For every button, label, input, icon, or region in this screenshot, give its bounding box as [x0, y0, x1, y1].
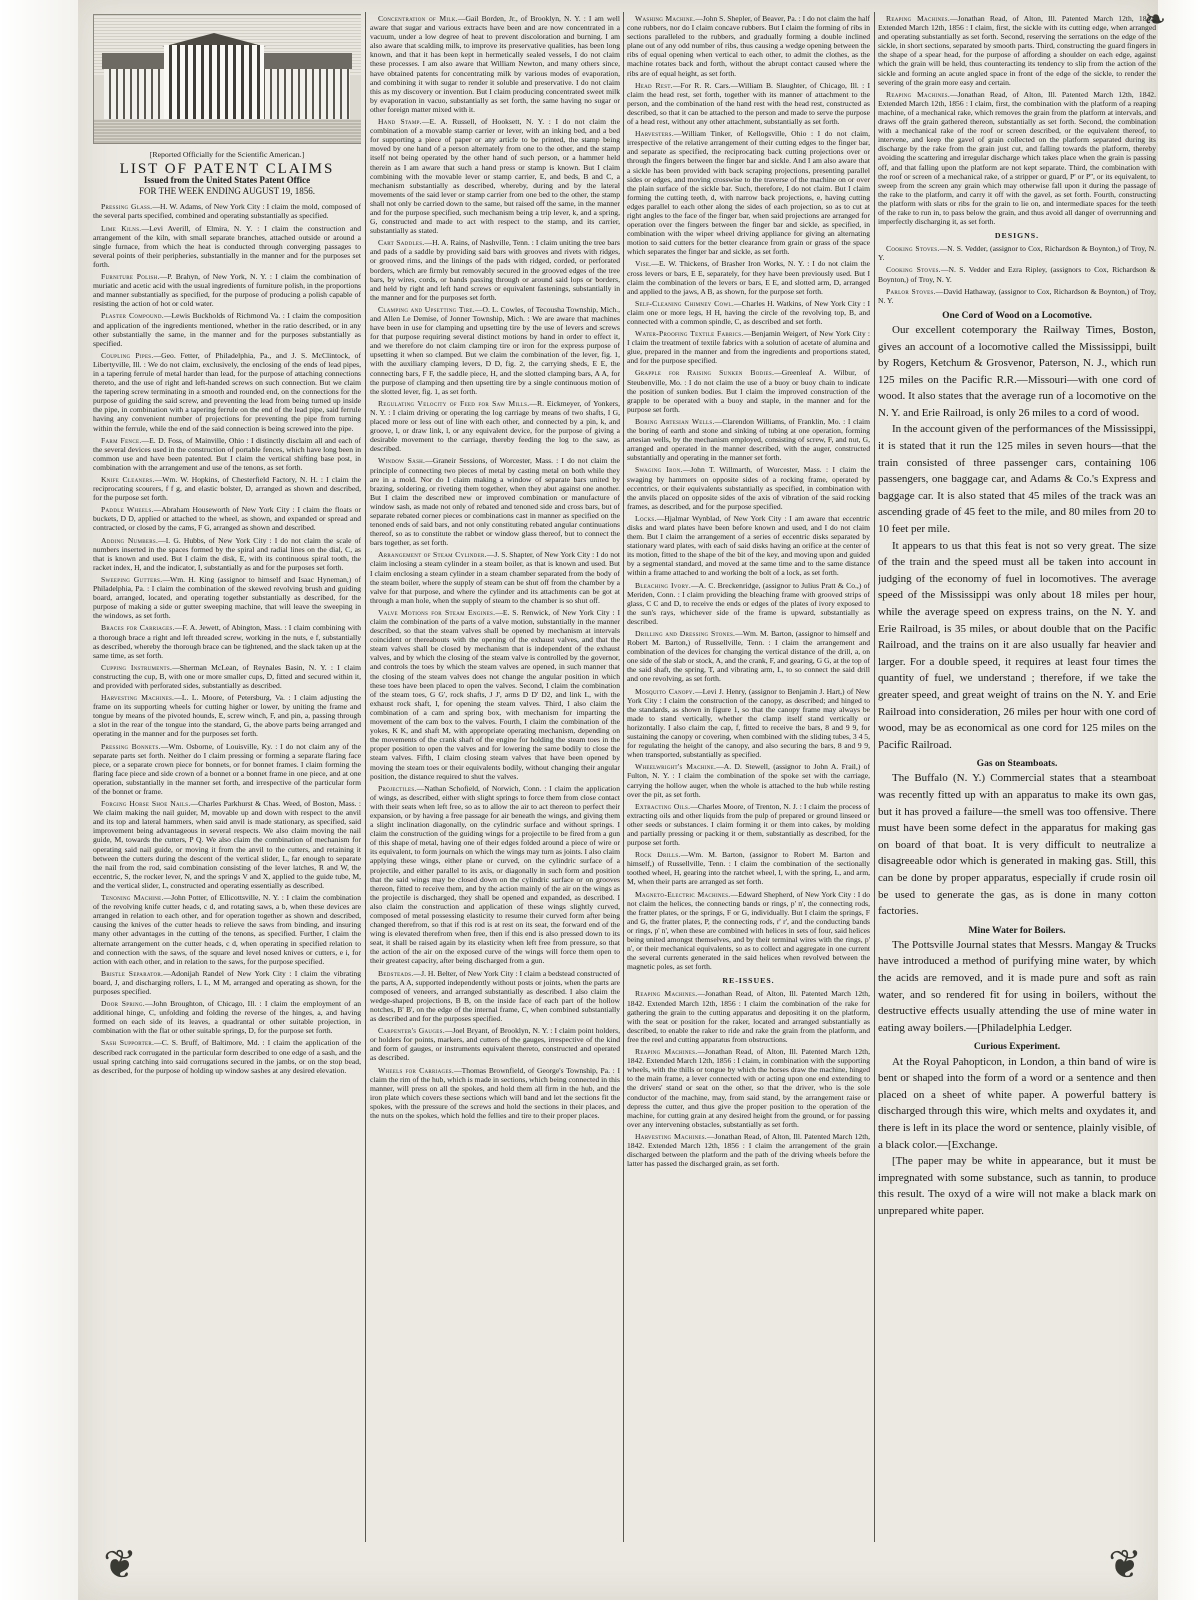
claim-text: —Jonathan Read, of Alton, Ill. Patented March 12th, 1842. Extended March 12th, 1856 : I claim the arrangement of the grain discharged between the platform and the path of the driving wheels before the latter has passed the discharged grain, as set forth. — [627, 1131, 870, 1169]
column-4 — [878, 14, 1156, 1549]
patent-claim — [93, 311, 361, 347]
corner-ornament-bottom-left: ❦ — [103, 1542, 137, 1587]
claim-heading: Grapple for Raising Sunken Bodies. — [635, 368, 775, 378]
claim-text: —E. S. Renwick, of New York City : I claim the combination of the parts of a valve motion, substantially in the manner described, so that the steam valves shall be opened by mechanism at intervals coincident or thereabouts with the opening of the exhaust valves, and that the steam valves shall be closed by mechanism that is independent of the exhaust valves, and by which the closing of the steam valve is controlled by the governor, and controls the toes by which the steam valves are opened, in such manner that the closing of the steam valves does not change the angular position in which these toes have been placed to open the valves. Second, I claim the combination of the steam toes, G G', rock shafts, J J', arms D D' D2, and link L, with the exhaust rock shaft, I, for opening the steam valves. Third, I also claim the combination of a cam and spring box, with mechanism for imparting the movement of the cam box to the valves. Fourth, I claim the combination of the yokes, K K, and shaft M, with appropriate operating mechanism, depending on the movements of the crank shaft of the engine for holding the steam toes in the proper position to open the valves and for lowering the same bodily to close the steam valves. Fifth, I claim closing steam valves that have been opened by moving the steam toes or their equivalents bodily, without changing their angular position, the distance required to shut the valves. — [370, 607, 620, 781]
design-entry — [878, 244, 1156, 262]
patent-claim — [93, 742, 361, 797]
claim-heading: Projectiles. — [378, 783, 417, 793]
claim-heading: Washing Machine. — [635, 14, 696, 23]
claim-heading: Knife Cleaners. — [101, 475, 155, 484]
news-paragraph: Our excellent cotemporary the Railway Times, Boston, gives an account of a locomotive called the Mississippi, built by Rogers, Ketchum & Grosvenor, Paterson, N. J., which run 125 miles on the Pacific R.R.—Missouri—with one cord of wood. It also states that the average run of a locomotive on the N. Y. and Erie Railroad, is only 26 miles to a cord of wood. — [878, 323, 1156, 419]
patent-claim — [370, 238, 620, 302]
claim-heading: Plaster Compound. — [101, 311, 164, 321]
claim-text: —E. W. Thickens, of Brasher Iron Works, N. Y. : I do not claim the cross levers or bars, E E, separately, for they have been previously used. But I claim the combination of the levers or bars, E E, and slotted arm, D, arranged and applied to the jaws, A B, as shown, for the purpose set forth. — [627, 259, 870, 296]
claim-text: —Nathan Schofield, of Norwich, Conn. : I claim the application of wings, as described, either with slight springs to force them from close contact with their seats when left free, so as to allow the air to act thereon to perfect their expansion, or by having a free passage for air beneath the wings, and giving them a slight inclination diagonally, on the cylindric surface and without springs. I claim the construction of the guiding wings for a projectile to be fired from a gun of this shape of metal, having one of their edges folded around a piece of wire or its equivalent, to form journals on which the wings may turn as joints. I also claim applying these wings, either plane or curved, on the cylindric surface of a projectile, and either parallel to its axis, or diagonally in such form and position that the said wings may be closed down on the cylindric surface or on grooves thereon, fitted to receive them, and by the action mainly of the air on the wings as the projectile is discharged, they shall be opened and expanded, as described. I also claim the construction and application of these wings slightly curved, composed of metal possessing elasticity to resume their curved form after being changed therefrom, so that if this rod is at rest on its seat, the forward end of the wing is elevated therefrom when free, then if this end is also pressed down to its seat, it shall be raised again by its elasticity when left free from pressure, so that the action of the air on the exposed curve of the wings will force them open to their greatest capacity, after being discharged from a gun. — [370, 783, 620, 966]
patent-claim — [878, 14, 1156, 87]
reissues-heading: RE-ISSUES. — [722, 976, 775, 986]
column-rule — [623, 12, 624, 1542]
claim-text: —N. S. Vedder, (assignor to Cox, Richardson & Boynton,) of Troy, N. Y. — [878, 244, 1156, 263]
patent-claim — [627, 329, 870, 365]
claim-heading: Harvesters. — [635, 129, 674, 139]
patent-claim — [627, 465, 870, 510]
claim-heading: Self-Cleaning Chimney Cowl. — [635, 298, 735, 308]
patent-claim — [627, 687, 870, 760]
patent-claim — [627, 890, 870, 972]
news-paragraph: In the account given of the performances of the Mississippi, it is stated that it run the 125 miles in seven hours—that the train consisted of three passenger cars, containing 106 passengers, one baggage car, and Adams & Co.'s Express and baggage car. It is also stated that 45 miles of the track was an ascending grade of 45 feet to the mile, and 80 miles from 20 to 10 feet per mile. — [878, 423, 1156, 536]
claim-heading: Bleaching Ivory. — [635, 580, 692, 590]
claim-text: —H. A. Rains, of Nashville, Tenn. : I claim uniting the tree bars and pads of a saddle by providing said bars with grooves and rivets with ridges, or grooved rims, and the linings of the pads with ridged, corded, or perforated borders, which are firmly but removably secured in the grooved edges of the tree bars, by wires, cords, or bands passing through or around said lops or borders, and held by right and left hand screws or equivalent fastenings, substantially in the manner and for the purposes set forth. — [370, 238, 620, 302]
claim-text: —John T. Willmarth, of Worcester, Mass. : I claim the swaging by hammers on opposite sides of a rocking frame, operated by eccentrics, or their equivalents substantially as specified, in combination with the anvils placed on opposite sides of the axis of vibration of the said rocking frames, as described, and for the purpose specified. — [627, 465, 870, 511]
claim-heading: Concentration of Milk. — [378, 14, 458, 23]
news-headline: One Cord of Wood on a Locomotive. — [942, 309, 1092, 321]
news-headline: Gas on Steamboats. — [976, 758, 1058, 770]
patent-claim — [370, 969, 620, 1024]
right-margin — [1158, 0, 1200, 1600]
claim-text: —C. S. Bruff, of Baltimore, Md. : I claim the application of the described rack corrugated in the particular form described to one edge of a sash, and the usual spring catching into said corrugations secured in the jambs, or on the stop bead, as described, for the purpose of holding up window sashes at any desired elevation. — [93, 1038, 361, 1075]
patent-claim — [93, 436, 361, 472]
patent-claim — [370, 117, 620, 235]
claim-text: —Joel Bryant, of Brooklyn, N. Y. : I claim point holders, or holders for points, markers, and cutters of the gauges, irrespective of the kind and form of gauges, or instruments equivalent thereto, constructed and operated as described. — [370, 1026, 620, 1063]
claim-heading: Bedsteads. — [378, 968, 414, 978]
issued-line: Issued from the United States Patent Office — [143, 175, 311, 186]
claim-heading: Carpenter's Gauges. — [378, 1026, 445, 1036]
claim-text: —Wm. M. Barton, (assignor to himself and Robert M. Barton,) of Russellville, Tenn. : I claim the arrangement and combination of the devices for changing the vertical distance of the drill, a, on one side of the slab or stock, A, and the crank, F, and gearing, G G, at the top of the said shaft, the spring, T, and vibrating arm, L, to so connect the said drill and one revolving, as set forth. — [627, 629, 870, 684]
claim-heading: Reaping Machines. — [886, 89, 951, 99]
claim-text: —William Tinker, of Kellogsville, Ohio : I do not claim, irrespective of the relative arrangement of their cutting edges to the finger bar, and separate as specified, the reciprocating back cutting projections over or through the fingers between the finger bar and sickle. And I am also aware that a sickle has been provided with back scraping projections, presenting parallel sides or edges, and moving crosswise to the traverse of the machine on or over the plain surface of the sickle bar. Such, therefore, I do not claim. But I claim forming the cutting teeth, d, with narrow back projections, e, having cutting edges parallel to each other along the sides of each projection, so as to cut at right angles to the face of the finger bar, when said projections are arranged for operation over the fingers between the finger bar and sickle, as specified, in combination with the wiper wheel driving appliance for giving an alternating motion to said cutters for the better clearance from grain or grass of the space which separates the finger bar and sickle, as set forth. — [627, 129, 870, 257]
claim-heading: Farm Fence. — [101, 435, 142, 445]
patent-claim — [627, 259, 870, 295]
claim-heading: Valve Motions for Steam Engines. — [378, 607, 496, 617]
column-1 — [93, 14, 361, 1549]
claim-text: —Jonathan Read, of Alton, Ill. Patented March 12th, 1842. Extended March 12th, 1856 : I claim, first, the sickle with its cutting edge, when arranged and operating substantially as set forth. Second, reserving the serrations on the edge of the sickle, in short sections, separated by smooth parts. Third, constructing the guard fingers in the shape of a spear head, for the purpose of affording a shoulder on each edge, against which the grain will be held, thus counteracting its tendency to slip from the action of the sickle and forming an acute angled space in front of the edge of the sickle, to render the severing of the grain more easy and certain. — [878, 14, 1156, 87]
reissue-claim — [627, 989, 870, 1044]
claim-heading: Cooking Stoves. — [886, 244, 940, 254]
patent-claim — [627, 850, 870, 886]
claim-heading: Harvesting Machines. — [635, 1131, 707, 1141]
patent-claim — [370, 14, 620, 114]
column-3 — [627, 14, 870, 1549]
claim-text: —I. G. Hubbs, of New York City : I do not claim the scale of numbers inserted in the spaces formed by the spiral and radial lines on the dial, C, as that is known and used. But I claim the disk, E, with its continuous spiral tooth, the racket index, H, and the indicator, I, substantially as and for the purposes set forth. — [93, 535, 361, 572]
claim-text: —Abraham Houseworth of New York City : I claim the floats or buckets, D D, applied or attached to the wheel, as shown, and expanded or spread and contracted, or closed by the cams, F G, arranged as shown and described. — [93, 505, 361, 533]
patent-claim — [370, 456, 620, 547]
claim-heading: Extracting Oils. — [635, 801, 691, 811]
week-ending-line: FOR THE WEEK ENDING AUGUST 19, 1856. — [138, 186, 315, 197]
patent-claim — [370, 550, 620, 605]
claim-text: —Charles H. Watkins, of New York City : I claim one or more legs, H H, having the circle of the revolving top, B, and connected with a common spindle, C, as described and set forth. — [627, 298, 870, 326]
claim-heading: Reaping Machines. — [886, 14, 951, 23]
patent-claim — [627, 514, 870, 578]
claim-text: —Sherman McLean, of Reynales Basin, N. Y. : I claim constructing the cup, B, with one or more smaller cups, D, fitted and secured within it, and provided with perforated sides, substantially as described. — [93, 662, 361, 690]
claim-heading: Parlor Stoves. — [886, 286, 936, 296]
claim-heading: Cart Saddles. — [378, 238, 425, 248]
claim-text: —J. S. Shapter, of New York City : I do not claim inclosing a steam cylinder in a steam boiler, as that is known and used. But I claim enclosing a steam cylinder in a steam chamber separated from the body of the steam boiler, where the supply of steam can be shut off from the chamber by a valve for that purpose, and where the cylinder and its attachments can be got at through a man hole, when the supply of steam to the chamber is so shut off. — [370, 550, 620, 605]
claim-text: —Clarendon Williams, of Franklin, Mo. : I claim the boring of earth and stone and sinking of tubing at one operation, forming artesian wells, by the mechanism employed, consisting of screw, F, and nut, G, arranged and operated in the manner described, with the auger, constructed substantially and operating in the manner set forth. — [627, 416, 870, 463]
claim-text: —Graneir Sessions, of Worcester, Mass. : I do not claim the principle of connecting two pieces of metal by casting metal on both while they are in a mold. Nor do I claim making a window of separate bars united by brazing, soldering, or riveting them together, when they abut against one another. But I claim the described new or improved combination or manufacture of window sash, as made not only of rebated and tenoned side and cross bars, but of separate rebated corner pieces or combinations cast in manner as specified on the tenoned ends of said bars, and not only constituting rebated angular continuations thereof, so as to constitute the rabbet or window glass thereof, but to connect the bars together, as set forth. — [370, 456, 620, 548]
patent-claim — [370, 1066, 620, 1121]
claim-heading: Paddle Wheels. — [101, 505, 154, 515]
claim-text: —N. S. Vedder and Ezra Ripley, (assignors to Cox, Richardson & Boynton,) of Troy, N. Y. — [878, 265, 1156, 284]
claim-heading: Cooking Stoves. — [886, 265, 941, 275]
column-rule — [874, 12, 875, 1542]
patent-claim — [93, 623, 361, 659]
patent-claim — [93, 1038, 361, 1074]
patent-claim — [627, 129, 870, 256]
claim-heading: Regulating Velocity of Feed for Saw Mills. — [378, 398, 530, 408]
claim-heading: Lime Kilns. — [101, 223, 142, 233]
patent-claim — [627, 81, 870, 126]
patent-claim — [627, 299, 870, 326]
claim-heading: Sash Supporter. — [101, 1038, 155, 1048]
claim-text: —Charles Parkhurst & Chas. Weed, of Boston, Mass. : We claim making the nail guider, M, movable up and down with respect to the anvil and its top and lateral hammers, when said anvil is made stationary, as specified, said improvement being advantageous in several respects. We also claim moving the nail guide, M, towards the cutters, P Q. We also claim the combination of mechanism for operating said nail guide, or moving it from the anvil to the cutters, and retaining it between the cutters during the descent of the vertical slider, L, far enough to separate the nail from the rod, said combination consisting of the lever latches, R and W, the eccentric, S, the rocker lever, N, and the springs V and X, applied to the guide tube, M, and the vertical slider, L, constructed and operating essentially as described. — [93, 799, 361, 890]
claim-text: —Jonathan Read, of Alton, Ill. Patented March 12th, 1842. Extended March 12th, 1856 : I claim, first, the combination with the platform of a reaping machine, of a mechanical rake, which removes the grain from the platform at intervals, and draws off the grain gathered thereon, substantially as set forth. Second, the combination with a mechanical rake of the roof or screen described, or the equivalent thereof, to intervene, and keep the gavel of grain collected on the platform separated during its discharge by the rake from the grain just cut, and falling towards the platform, thereby avoiding the scattering and irregular discharge which takes place when the grain is passing off, and that falling upon the platform are not kept separate. Third, the combination with the roof or screen of a mechanical rake, of a stripper or guard, P' or P'', or its equivalent, to sweep from the screen any grain which may otherwise fall upon it during the passage of the rake to the platform, and carry it off with the gavel, as set forth. Fourth, constructing the platform with slats or ribs for the grain to lie on, and intermediate spaces for the teeth of the rake to run in, to pass below the grain, and thus avoid all danger of overrunning and imperfectly discharging it, as set forth. — [878, 89, 1156, 227]
patent-claim — [93, 505, 361, 532]
claim-heading: Cupping Instruments. — [101, 662, 173, 672]
claim-text: —Wm. W. Hopkins, of Chesterfield Factory, N. H. : I claim the reciprocating scourers, f f g, and elastic bolster, D, arranged as shown and described, for the purpose set forth. — [93, 475, 361, 503]
patent-claim — [93, 272, 361, 308]
patent-claim — [627, 802, 870, 847]
claim-text: —Charles Moore, of Trenton, N. J. : I claim the process of extracting oils and other liquids from the pulp of prepared or ground linseed or other seeds or substances. I claim forming it or them into cakes, by molding and partially pressing or packing it or them, substantially as described, for the purpose set forth. — [627, 801, 870, 848]
news-headline: Curious Experiment. — [973, 1041, 1061, 1053]
claim-heading: Forging Horse Shoe Nails. — [101, 799, 191, 809]
design-entry — [878, 265, 1156, 283]
patent-claim — [93, 799, 361, 890]
claim-heading: Water-Proofing Textile Fabrics. — [635, 329, 744, 339]
claim-heading: Braces for Carriages. — [101, 623, 175, 633]
patent-claim — [93, 224, 361, 269]
claim-text: —H. W. Adams, of New York City : I claim the mold, composed of the several parts specified, combined and operating substantially as specified. — [93, 202, 361, 221]
claim-heading: Pressing Glass. — [101, 202, 153, 212]
claim-heading: Magneto-Electric Machines. — [635, 889, 731, 899]
claim-text: —A. D. Stewell, (assignor to John A. Frail,) of Fulton, N. Y. : I claim the combination of the spoke set with the carriage, carrying the hollow auger, when the whole is attached to the hub while resting over the pit, as set forth. — [627, 762, 870, 799]
claim-text: —A. C. Breckenridge, (assignor to Julius Pratt & Co.,) of Meriden, Conn. : I claim providing the bleaching frame with grooved strips of glass, C C and D, to receive the ends or edges of the plates of ivory exposed to the sun's rays, whichever side of the frame is upward, substantially as described. — [627, 580, 870, 626]
claim-text: —For R. R. Cars.—William B. Slaughter, of Chicago, Ill. : I claim the head rest, set forth, together with its manner of attachment to the person, and the combination of the hand rest with the head rest, constructed as described, so that it can be attached to the person and made to serve the purpose of a head rest, without any other attachment, substantially as set forth. — [627, 80, 870, 127]
patent-claim — [93, 536, 361, 572]
column-2 — [370, 14, 620, 1549]
claim-heading: Locks. — [635, 513, 657, 523]
claim-heading: Pressing Bonnets. — [101, 741, 161, 751]
claim-text: —John Broughton, of Chicago, Ill. : I claim the employment of an additional hinge, C, unfolding and folding the reverse of the hinges, a, and having formed on each side of its leaves, a quadrantal or other suitable projection, in combination with the flat or other suitable springs, D, for the purpose set forth. — [93, 999, 361, 1036]
patent-claim — [627, 368, 870, 413]
claim-text: —F. A. Jewett, of Abington, Mass. : I claim combining with a thorough brace a right and left threaded screw, working in the nuts, e f, substantially as described, whereby the thorough brace can be tightened, and the slack taken up at the same time, as set forth. — [93, 623, 361, 660]
page-title: LIST OF PATENT CLAIMS — [119, 161, 335, 178]
claim-heading: Sweeping Gutters. — [101, 574, 163, 584]
designs-heading: DESIGNS. — [994, 231, 1040, 241]
claim-heading: Swaging Iron. — [635, 465, 683, 475]
claim-text: —Jonathan Read, of Alton, Ill. Patented March 12th, 1842. Extended March 12th, 1856 : I claim the combination of the rake for gathering the grain to the cutting apparatus and depositing it on the platform, with the seat or position for the raker, located and arranged substantially as described, to enable the raker to ride and rake the grain from the platform, and free the reel and cutting apparatus from obstructions. — [627, 989, 870, 1044]
news-headline: Mine Water for Boilers. — [968, 924, 1066, 936]
patent-claim — [627, 581, 870, 626]
reissue-claim — [627, 1047, 870, 1129]
claim-text: —J. H. Belter, of New York City : I claim a bedstead constructed of the parts, A A, supported independently without posts or joints, when the parts are composed of veneers, and arranged substantially as described. I also claim the wedge-shaped projections, B B, on the inside face of each part of the hollow notches, B' B', on the edge of the internal frame, C, when combined substantially as described and for the purposes specified. — [370, 968, 620, 1024]
patent-claim — [627, 14, 870, 78]
patent-claim — [93, 969, 361, 996]
claim-text: —Levi Averill, of Elmira, N. Y. : I claim the construction and arrangement of the kiln, with small separate branches, attached outside or around a single furnace, from which the heat is conducted through converging passages to several points of their peripheries, substantially in the manner and for the purposes set forth. — [93, 223, 361, 269]
claim-heading: Head Rest. — [635, 80, 673, 90]
claim-heading: Boring Artesian Wells. — [635, 416, 715, 426]
patent-claim — [370, 399, 620, 454]
claim-heading: Adding Numbers. — [101, 535, 159, 545]
claim-text: —Gail Borden, Jr., of Brooklyn, N. Y. : I am well aware that sugar and various extracts have been and are now concentrated in a vacuum, under a low degree of heat to prevent discoloration and burning. I am also aware that scalding milk, to improve its preservative qualities, has been long known, and that it has been kept in hermetically sealed vessels, I do not claim these processes. I am also aware that William Newton, and many others since, have obtained patents for concentrating milk by various modes of evaporation, and combining it with sugar to render it soluble and preservative. I do not claim this as my discovery or invention. But I claim producing concentrated sweet milk by evaporation in vacuo, substantially as set forth, the same having no sugar or other foreign matter mixed with it. — [370, 14, 620, 114]
claim-heading: Wheelwright's Machine. — [635, 762, 717, 772]
news-paragraph: It appears to us that this feat is not so very great. The size of the train and the speed must all be taken into account in judging of the economy of fuel in locomotives. The average speed of the Mississippi was only about 18 miles per hour, while the average speed on express trains, on the N. Y. and Erie Railroad, is 35 miles, or about double that on the Pacific Railroad, and the trains on it are also usually far heavier and larger. For a double speed, it requires at least four times the quantity of fuel, we understand ; therefore, if we take the greater speed, and great weight of trains on the N. Y. and Erie Railroad into consideration, 26 miles per hour with one cord of wood, may be as economical as one cord for 125 miles on the Pacific Railroad. — [878, 539, 1156, 751]
claim-text: —L. L. Moore, of Petersburg, Va. : I claim adjusting the frame on its supporting wheels for cutting higher or lower, by uniting the frame and tongue by means of the pivoted hounds, E, screw winch, F, and pin, a, passing through a slot in the rear of the tongue into the standard, G, the above parts being arranged and operating in the manner and for the purposes set forth. — [93, 693, 361, 739]
claim-text: —John S. Shepler, of Beaver, Pa. : I do not claim the half cone rubbers, nor do I claim concave rubbers. But I claim the forming of ribs in sections paralleled to the rubbers, and gradually forming a double inclined plane out of any odd number of ribs, thus causing a wedge opening between the ribs of equal opening when vertical to each other, to admit the clothes, as the machine rotates back and forth, without the abrupt contact caused where the ribs are of equal height, as set forth. — [627, 14, 870, 78]
patent-claim — [93, 663, 361, 690]
patent-claim — [93, 351, 361, 433]
patent-claim — [627, 629, 870, 684]
corner-ornament-bottom-right: ❦ — [1108, 1542, 1142, 1587]
claim-heading: Coupling Pipes. — [101, 350, 154, 360]
claim-text: —Greenleaf A. Wilbur, of Steubenville, Mo. : I do not claim the use of a buoy or buoy chain to indicate the position of sunken bodies. But I claim the improved construction of the grapple to be operated with a buoy and staple, in the manner and for the purpose set forth. — [627, 368, 870, 414]
patent-claim — [93, 475, 361, 502]
claim-heading: Mosquito Canopy. — [635, 686, 695, 696]
claim-text: —Levi J. Henry, (assignor to Benjamin J. Hart,) of New York City : I claim the construction of the canopy, as described; and hinged to the standards, as shown in figure 1, so that the canopy frame may always be made to stand vertically, whether the clamp itself stand vertically or horizontally. I also claim the cap, f, fitted to receive the bars, 8 and 9 9, for sustaining the canopy or covering, when combined with the sliding tubes, 3 4 5, for regulating the height of the canopy, and also securing the bars, 8 and 9 9, when transported, substantially as specified. — [627, 686, 870, 760]
claim-text: —Wm. H. King (assignor to himself and Isaac Hyneman,) of Philadelphia, Pa. : I claim the combination of the skewed revolving brush and guiding board, arranged, located, and operating together substantially as described, for the purpose of making a side or gutter sweeping machine, that will leave the sweeping in the windows, as set forth. — [93, 574, 361, 621]
claim-text: —E. D. Foss, of Mainville, Ohio : I distinctly disclaim all and each of the several devices used in the construction of portable fences, which have long been in common use and have been patented. But I claim the vertical shifting base post, in combination with the arrangement and use of the tenons, as set forth. — [93, 435, 361, 472]
claim-text: —David Hathaway, (assignor to Cox, Richardson & Boynton,) of Troy, N. Y. — [878, 286, 1156, 305]
claim-text: —Lewis Buckholds of Richmond Va. : I claim the composition and application of the ingredients mentioned, whether in the ratio described, or in any other substantially the same, in the manner and for the purposes substantially as specified. — [93, 311, 361, 348]
claim-text: —P. Brahyn, of New York, N. Y. : I claim the combination of muriatic and acetic acid with the usual ingredients of furniture polish, in the proportions and manner substantially as specified, for the purpose of producing a polish capable of resisting the action of hot or cold water. — [93, 272, 361, 309]
column-rule — [365, 12, 366, 1542]
reissue-claim — [627, 1132, 870, 1168]
patent-claim — [878, 90, 1156, 226]
patent-claim — [370, 1026, 620, 1062]
patent-claim — [93, 999, 361, 1035]
claim-text: —Geo. Fetter, of Philadelphia, Pa., and J. S. McClintock, of Libertyville, Ill. : We do not claim, exclusively, the enclosing of the ends of lead pipes, in a tapering ferrule of metal harder than lead, for the purpose of attaching connections thereto, and the use of right and left-handed screws on such connection. But we claim the tapering screw terminating in a smooth and rounded end, on the connections for the purpose of guiding the said screw, and preventing the lead from being turned up inside the pipe, in combination with a tapering ferrule on the end of the lead pipe, said ferrule having any convenient number of projections for preventing the pipe from turning within the ferrule, while the end of the said connection is being screwed into the pipe. — [93, 350, 361, 433]
patent-claim — [627, 417, 870, 462]
left-margin — [0, 0, 78, 1600]
claim-text: —Wm. M. Barton, (assignor to Robert M. Barton and himself,) of Russellville, Tenn. : I claim the combination of the sectionally toothed wheel, H, gearing into the ratchet wheel, I, with the spring, L, and arm, M, when their parts are arranged as set forth. — [627, 850, 870, 887]
claim-heading: Door Spring. — [101, 999, 145, 1009]
claim-text: —R. Eickmeyer, of Yonkers, N. Y. : I claim driving or operating the log carriage by means of two shafts, I G, placed more or less out of line with each other, and connected by a pin, k, and groove, l, or draw link, l, or any equivalent device, for the purpose of giving a desirable movement to the carriage, thereby feeding the log to the saw, as described. — [370, 398, 620, 454]
claim-text: —Jonathan Read, of Alton, Ill. Patented March 12th, 1842. Extended March 12th, 1856 : I claim, in combination with the supporting wheels, with the thills or tongue by which the horses draw the machine, hinged to the main frame, a lever connected with or acting upon one end extending to the drivers' stand or seat on the other, so that the driver, who is the sole conductor of the machine, may, from said stand, by the arrangement raise or depress the cutter, and thus give the proper position to the operation of the machine, for cutting grain at any desired height from the ground, or for passing over any intervening obstacles, substantially as set forth. — [627, 1047, 870, 1129]
corner-ornament-top-right: ❧ — [1144, 5, 1166, 34]
claim-text: —Wm. Osborne, of Louisville, Ky. : I do not claim any of the separate parts set forth. Neither do I claim pressing or forming a separate flaring face piece, or a separate crown piece for bonnets, or for bonnet frames. I claim forming the flaring face piece and side crown of a bonnet or a bonnet frame in one piece, and at one operation, substantially in the manner set forth, and irrespective of the particular form of the bonnet or frame. — [93, 741, 361, 796]
claim-heading: Rock Drills. — [635, 850, 681, 860]
patent-claim — [627, 762, 870, 798]
news-paragraph: The Pottsville Journal states that Messrs. Mangay & Trucks have introduced a method of purifying mine water, by which the acids are removed, and it is made pure and soft as rain water, and so rendered fit for using in boilers, without the destructive effects usually attending the use of mine water in eating away boilers.—[Philadelphia Ledger. — [878, 938, 1156, 1034]
claim-heading: Reaping Machines. — [635, 1047, 698, 1057]
claim-text: —John Potter, of Ellicottsville, N. Y. : I claim the combination of the revolving knife cutter heads, c d, and rotating saws, a b, when these devices are arranged in relation to each other, and for operation together as shown and described, causing the knives of the cutter heads to relieve the saws from binding, and insuring many other advantages in the cutting of the tenons, as specified. Further, I claim the alternate arrangement on the cutter heads, c d, when operating in specified relation to and connection with the saws, of the square and level nosed knives or cutters, e i, for action with each other, and in relation to the saws, for the purpose specified. — [93, 893, 361, 966]
patent-claim — [93, 693, 361, 738]
claim-text: —Adonijah Randel of New York City : I claim the vibrating board, J, and discharging rollers, L L, M M, arranged and operating as shown, for the purposes specified. — [93, 968, 361, 996]
patent-claim — [370, 608, 620, 781]
news-paragraph: [The paper may be white in appearance, but it must be impregnated with some substance, such as tannin, to produce this result. The oxyd of a wire will not make a black mark on unprepared white paper. — [878, 1155, 1156, 1217]
claim-text: —E. A. Russell, of Hooksett, N. Y. : I do not claim the combination of a movable stamp carrier or lever, with an inking bed, and a bed for supporting a piece of paper or any article to be printed, the stamp being moved by one hand of a person alternately from one to the other, and the stamp itself not being operated by the other hand of such person, or a hammer held therein as I am aware that such a hand press or stamp is known. But I claim combining with the movable lever or stamp carrier, E, and beds, B and C, a mechanism substantially as described, whereby, during and by the lateral movements of the said lever or stamp carrier from one bed to the other, the stamp shall not only be carried down to the same, but raised off the same, in the manner and for the purpose specified, such mechanism being a trip lever, k, and a spring, G, constructed and made to act with respect to the stamp, and its carrier, substantially as stated. — [370, 117, 620, 236]
design-entry — [878, 287, 1156, 305]
claim-text: —Edward Shepherd, of New York City : I do not claim the helices, the connecting bands or rings, p' n', the connecting rods, the fratter plates, or the springs, F or G, individually. But I claim the springs, F and G, the fratter plates, P, the connecting rods, r' r', and the conducting bands or rings, p' n', when these are combined with helices in sets of four, said helices being united amongst themselves, and by their terminal wires with the rings, p' n', or their mechanical equivalents, so as to collect and aggregate in one current the several currents generated in the said helices when revolved between the magnetic poles, as set forth. — [627, 889, 870, 972]
patent-office-engraving — [93, 14, 361, 144]
claim-text: —O. L. Cowles, of Tecousha Township, Mich., and Allen Le Demise, of Jonner Township, Mich. : We are aware that machines have been in use for clamping and upsetting tire by the use of levers and screws for that purpose requiring several distinct motions by hand in order to effect it, and we therefore do not claim clamping tire or iron for the express purpose of upsetting it when so clamped. But we claim the combination of the lever, fig. 1, with the auxiliary clamping levers, D D, fig. 2, the carrying sheds, E E, the connecting bars, F F, the saddle piece, H, and the slotted clamping bars, A A, for the purpose of clamping and then upsetting tire by a single continuous motion of the slotted lever, fig. 1, as set forth. — [370, 304, 620, 396]
claim-heading: Arrangement of Steam Cylinder. — [378, 550, 487, 560]
claim-heading: Wheels for Carriages. — [378, 1065, 455, 1075]
claim-heading: Hand Stamp. — [378, 117, 422, 127]
claim-heading: Clamping and Upsetting Tire. — [378, 304, 475, 314]
claim-heading: Drilling and Dressing Stones. — [635, 629, 736, 638]
claim-text: —Hjalmar Wynblad, of New York City : I am aware that eccentric disks and ward plates have been before known and used, and I do not claim them. But I claim the arrangement of a series of eccentric disks separated by stationary ward plates, with each of said disks having an orifice at the center of its motion, fitted to the shape of the bit of the key, and moving upon and guided by a segmental standard, and moved at the same time and to the same distance within a frame attached to and working the bolt of a lock, as set forth. — [627, 513, 870, 578]
patent-claim — [370, 305, 620, 396]
claim-heading: Reaping Machines. — [635, 989, 698, 999]
patent-claim — [93, 893, 361, 966]
news-paragraph: The Buffalo (N. Y.) Commercial states that a steamboat was recently fitted up with an apparatus to make its own gas, but it has proved a failure—the smell was too offensive. There must have been some defect in the apparatus for making gas on board of that boat. It is very difficult to neutralize a disagreeable odor which is generated in making gas. Still, this can be done by proper apparatus, especially if crude rosin oil be used to generate the gas, as is done in many cotton factories. — [878, 772, 1156, 918]
claim-heading: Vise. — [635, 259, 652, 269]
patent-claim — [93, 575, 361, 620]
claim-text: —Thomas Brownfield, of George's Township, Pa. : I claim the rim of the hub, which is made in sections, which being connected in this manner, will press on all the spokes, and hold them all firm in the hub, and the iron plate which covers these sections which will band and let the sections fit the spokes, with the pressure of the screws and hold the sections in their places, and the nuts on the spokes, which hold the fellies and tire to their proper places. — [370, 1065, 620, 1120]
claim-heading: Bristle Separator. — [101, 968, 164, 978]
claim-heading: Furniture Polish. — [101, 272, 160, 282]
claim-heading: Window Sash. — [378, 456, 426, 466]
reported-note: [Reported Officially for the Scientific American.] — [149, 150, 305, 159]
patent-claim — [370, 784, 620, 966]
claim-heading: Tenoning Machine. — [101, 893, 164, 903]
news-paragraph: At the Royal Pahopticon, in London, a thin band of wire is bent or shaped into the form of a word or a sentence and then placed on a sheet of white paper. A powerful battery is discharged through this wire, which melts and oxydates it, and there is left in its place the word or sentence, plainly visible, of a black color.—[Exchange. — [878, 1055, 1156, 1151]
patent-claim — [93, 202, 361, 220]
claim-text: —Benjamin Weigert, of New York City : I claim the treatment of textile fabrics with a solution of acetate of alumina and glue, prepared in the manner and from the ingredients and proportions stated, and for the purpose specified. — [627, 329, 870, 366]
claim-heading: Harvesting Machines. — [101, 693, 175, 703]
